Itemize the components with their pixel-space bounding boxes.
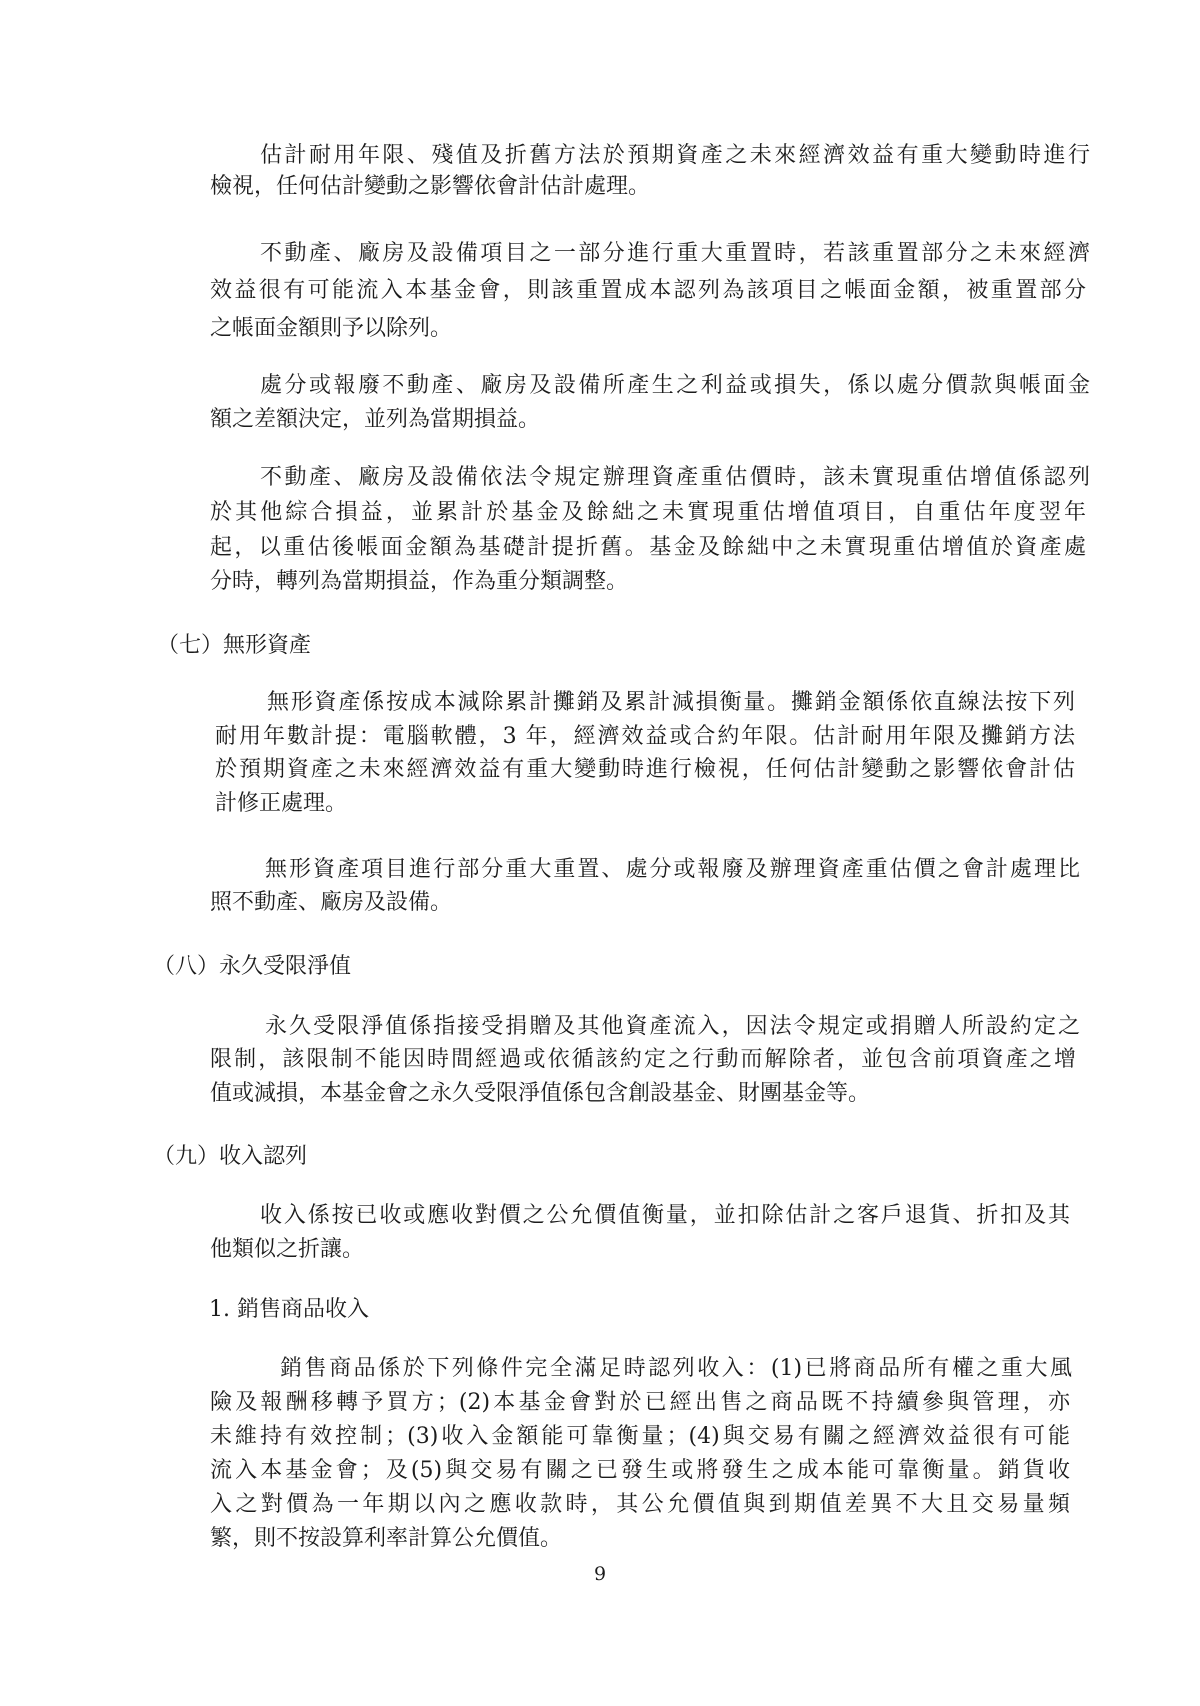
text-line: 入之對價為一年期以內之應收款時，其公允價值與到期值差異不大且交易量頻 (210, 1492, 1070, 1517)
text-line: 他類似之折讓。 (210, 1237, 365, 1262)
text-line: 於其他綜合損益，並累計於基金及餘絀之未實現重估增值項目，自重估年度翌年 (210, 500, 1086, 525)
text-line: 不動產、廠房及設備項目之一部分進行重大重置時，若該重置部分之未來經濟 (260, 241, 1090, 266)
text-line: 無形資產項目進行部分重大重置、處分或報廢及辦理資產重估價之會計處理比 (265, 857, 1080, 882)
text-line: 銷售商品係於下列條件完全滿足時認列收入：(1)已將商品所有權之重大風 (280, 1356, 1072, 1381)
text-line: 流入本基金會；及(5)與交易有關之已發生或將發生之成本能可靠衡量。銷貨收 (210, 1458, 1070, 1483)
text-line: 收入係按已收或應收對價之公允價值衡量，並扣除估計之客戶退貨、折扣及其 (260, 1203, 1070, 1228)
text-line: 起，以重估後帳面金額為基礎計提折舊。基金及餘絀中之未實現重估增值於資產處 (210, 535, 1086, 560)
text-line: 未維持有效控制；(3)收入金額能可靠衡量；(4)與交易有關之經濟效益很有可能 (210, 1424, 1070, 1449)
text-line: 照不動產、廠房及設備。 (210, 890, 453, 915)
text-line: 檢視，任何估計變動之影響依會計估計處理。 (210, 174, 651, 199)
subsection-heading-sale-of-goods: 1. 銷售商品收入 (209, 1297, 369, 1322)
text-line: 效益很有可能流入本基金會，則該重置成本認列為該項目之帳面金額，被重置部分 (210, 278, 1086, 303)
page-number: 9 (593, 1563, 607, 1585)
text-line: 無形資產係按成本減除累計攤銷及累計減損衡量。攤銷金額係依直線法按下列 (267, 690, 1075, 715)
text-line: 分時，轉列為當期損益，作為重分類調整。 (210, 569, 629, 594)
text-line: 額之差額決定，並列為當期損益。 (210, 407, 541, 432)
text-line: 之帳面金額則予以除列。 (210, 316, 453, 341)
text-line: 永久受限淨值係指接受捐贈及其他資產流入，因法令規定或捐贈人所設約定之 (265, 1014, 1080, 1039)
text-line: 險及報酬移轉予買方；(2)本基金會對於已經出售之商品既不持續參與管理，亦 (210, 1390, 1070, 1415)
section-heading-permanently-restricted: （八）永久受限淨值 (153, 954, 352, 979)
text-line: 於預期資產之未來經濟效益有重大變動時進行檢視，任何估計變動之影響依會計估 (215, 757, 1075, 782)
text-line: 繁，則不按設算利率計算公允價值。 (210, 1526, 563, 1551)
section-heading-revenue-recognition: （九）收入認列 (153, 1144, 308, 1169)
text-line: 計修正處理。 (215, 791, 348, 816)
text-line: 值或減損，本基金會之永久受限淨值係包含創設基金、財團基金等。 (210, 1081, 871, 1106)
text-line: 不動產、廠房及設備依法令規定辦理資產重估價時，該未實現重估增值係認列 (260, 465, 1090, 490)
text-line: 估計耐用年限、殘值及折舊方法於預期資產之未來經濟效益有重大變動時進行 (260, 143, 1090, 168)
section-heading-intangible-assets: （七）無形資產 (157, 633, 312, 658)
text-line: 耐用年數計提：電腦軟體，3 年，經濟效益或合約年限。估計耐用年限及攤銷方法 (215, 724, 1075, 749)
text-line: 處分或報廢不動產、廠房及設備所產生之利益或損失，係以處分價款與帳面金 (260, 373, 1090, 398)
text-line: 限制，該限制不能因時間經過或依循該約定之行動而解除者，並包含前項資產之增 (210, 1047, 1076, 1072)
